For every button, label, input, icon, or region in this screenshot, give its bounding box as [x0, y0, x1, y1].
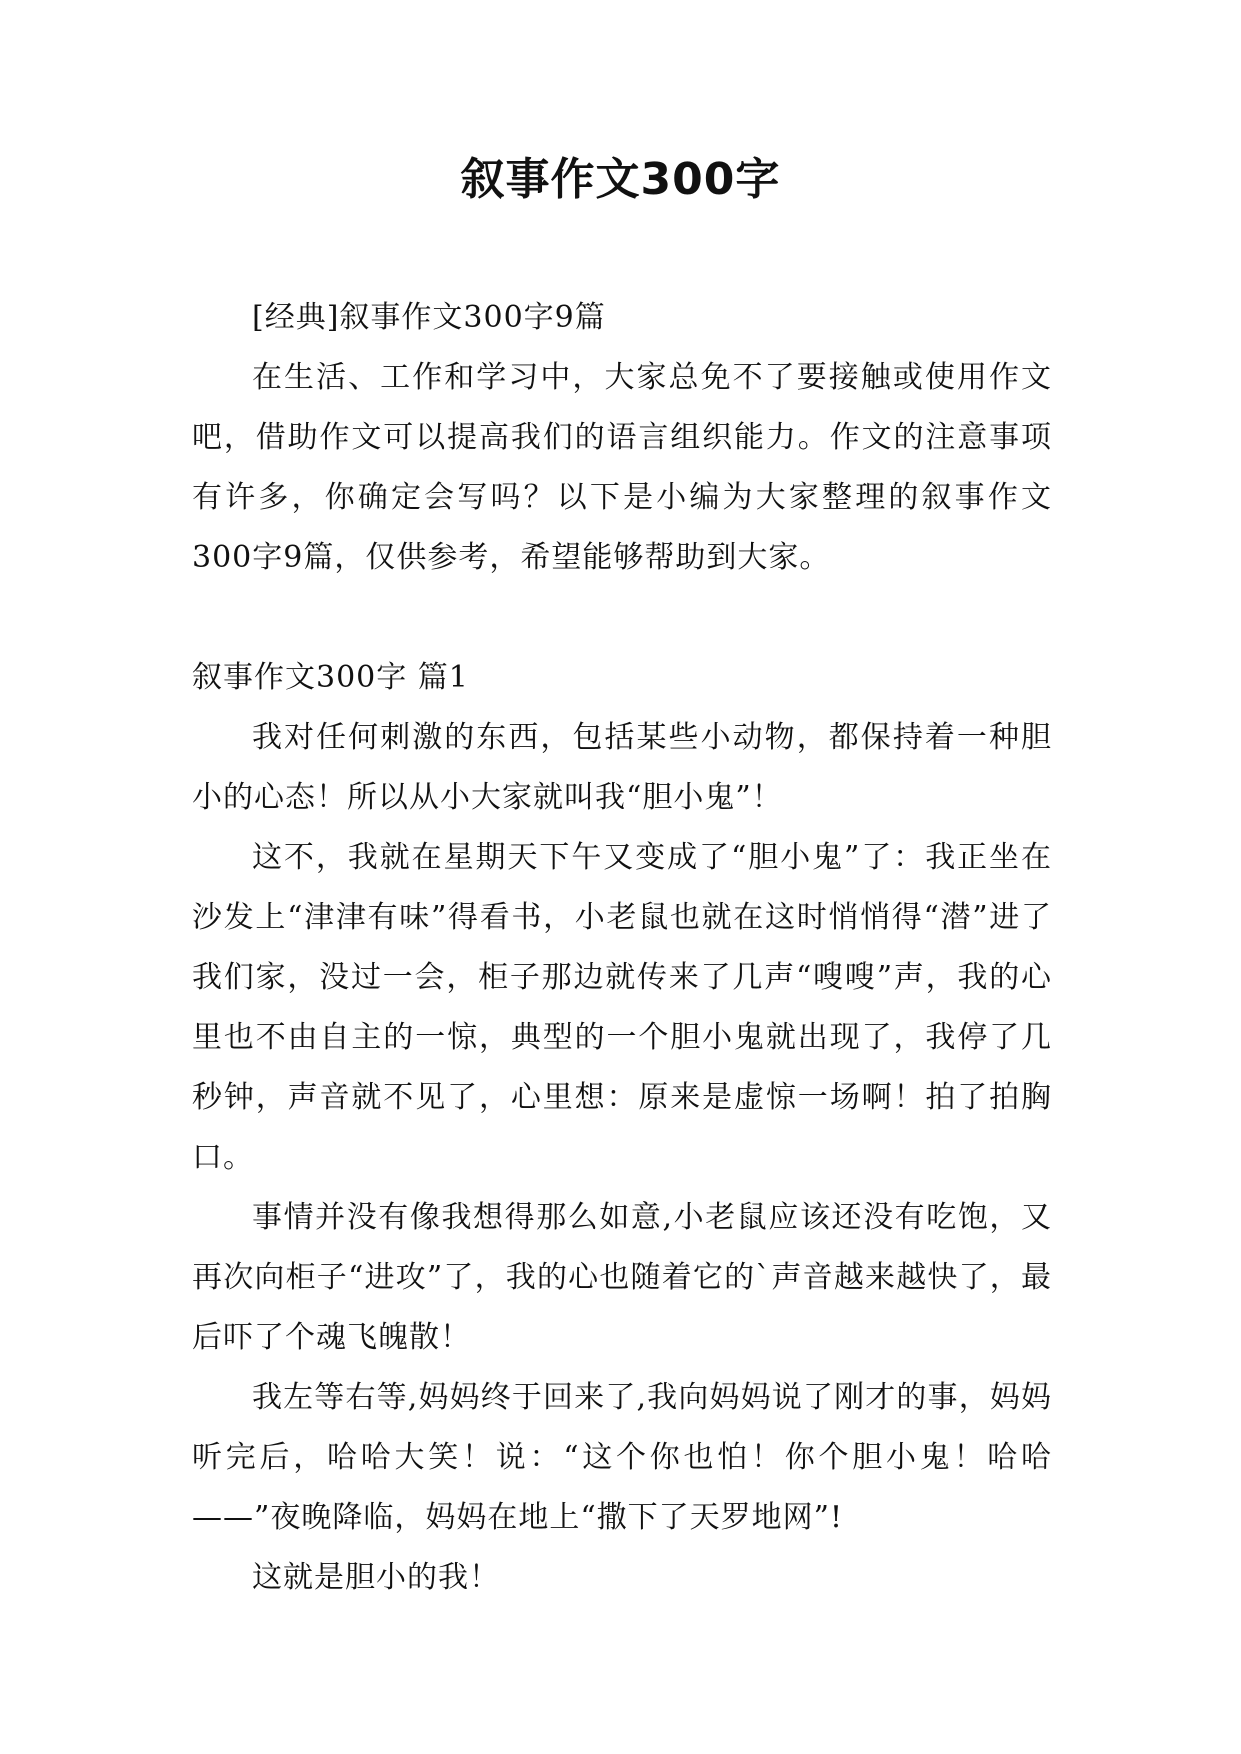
section-spacer — [192, 588, 1052, 648]
document-body — [192, 288, 1052, 1608]
body-paragraph: 这就是胆小的我！ — [252, 1560, 500, 1595]
page-title: 叙事作文300字 — [460, 154, 781, 205]
body-paragraph: 我对任何刺激的东西，包括某些小动物，都保持着一种胆小的心态！所以从小大家就叫我“胆小鬼”！ — [192, 720, 1052, 815]
body-paragraph: 事情并没有像我想得那么如意,小老鼠应该还没有吃饱，又再次向柜子“进攻”了，我的心也随着它的`声音越来越快了，最后吓了个魂飞魄散！ — [192, 1200, 1052, 1355]
body-paragraph: 这不，我就在星期天下午又变成了“胆小鬼”了：我正坐在沙发上“津津有味”得看书，小老鼠也就在这时悄悄得“潜”进了我们家，没过一会，柜子那边就传来了几声“嗖嗖”声，我的心里也不由自主的一惊，典型的一个胆小鬼就出现了，我停了几秒钟，声音就不见了，心里想：原来是虚惊一场啊！拍了拍胸口。 — [192, 840, 1052, 1175]
body-paragraph: 我左等右等,妈妈终于回来了,我向妈妈说了刚才的事，妈妈听完后，哈哈大笑！说：“这个你也怕！你个胆小鬼！哈哈——”夜晚降临，妈妈在地上“撒下了天罗地网”! — [192, 1380, 1052, 1535]
section-heading: 叙事作文300字 篇1 — [192, 660, 469, 695]
intro-paragraph: 在生活、工作和学习中，大家总免不了要接触或使用作文吧，借助作文可以提高我们的语言组织能力。作文的注意事项有许多，你确定会写吗？以下是小编为大家整理的叙事作文300字9篇，仅供参考，希望能够帮助到大家。 — [192, 360, 1052, 575]
document-subtitle: [经典]叙事作文300字9篇 — [252, 300, 606, 335]
